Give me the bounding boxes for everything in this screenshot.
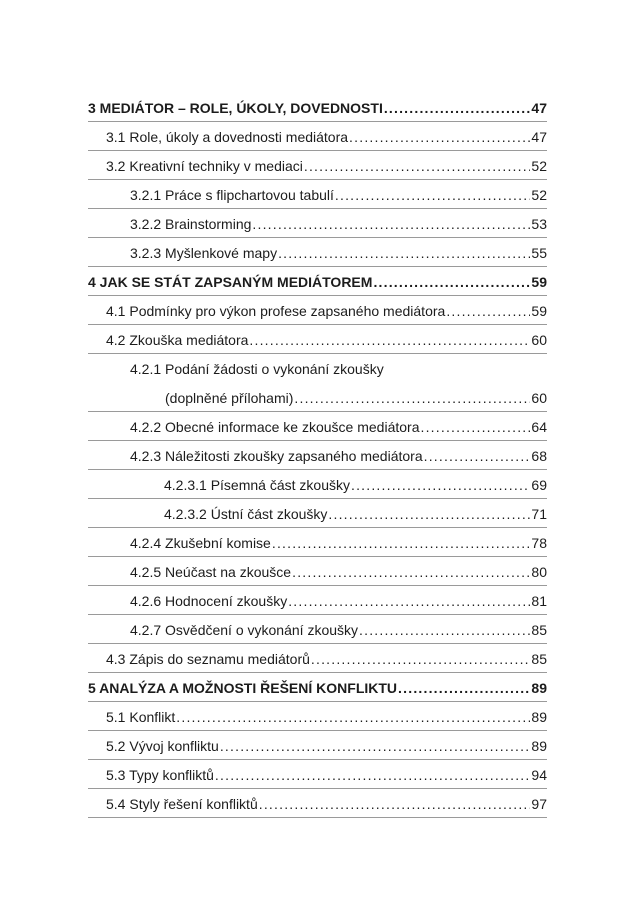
dot-leader	[349, 128, 530, 146]
toc-entry	[130, 621, 547, 639]
toc-entry-row	[88, 383, 547, 412]
toc-entry-row	[88, 702, 547, 731]
toc-entry-title: 3.2.2 Brainstorming	[130, 216, 252, 232]
dot-leader	[311, 650, 531, 668]
toc-entry-title: 5 ANALÝZA A MOŽNOSTI ŘEŠENÍ KONFLIKTU	[88, 680, 398, 696]
toc-entry-title: 3.2.3 Myšlenkové mapy	[130, 245, 278, 261]
toc-entry-title: 3.2 Kreativní techniky v mediaci	[106, 158, 303, 174]
toc-entry-title: 4.2.3 Náležitosti zkoušky zapsaného mediátora	[130, 448, 423, 464]
toc-entry-title: 3.1 Role, úkoly a dovednosti mediátora	[106, 129, 349, 145]
toc-page-number: 89	[531, 738, 547, 754]
dot-leader	[335, 186, 531, 204]
toc-entry-title: 3 MEDIÁTOR – ROLE, ÚKOLY, DOVEDNOSTI	[88, 100, 383, 116]
dot-leader	[304, 157, 531, 175]
toc-entry-row	[88, 615, 547, 644]
dot-leader	[259, 795, 531, 813]
dot-leader	[359, 621, 530, 639]
toc-entry-title: (doplněné přílohami)	[165, 390, 294, 406]
toc-entry	[130, 447, 547, 465]
toc-entry	[106, 766, 547, 784]
toc-page-number: 68	[531, 448, 547, 464]
toc-chapter-row	[88, 267, 547, 296]
toc-entry	[130, 186, 547, 204]
toc-entry	[130, 244, 547, 262]
toc-entry	[106, 737, 547, 755]
toc-entry	[164, 505, 547, 523]
toc-entry-row	[88, 180, 547, 209]
dot-leader	[215, 766, 531, 784]
dot-leader	[373, 273, 530, 291]
toc-page-number: 53	[531, 216, 547, 232]
toc-entry-title: 5.3 Typy konfliktů	[106, 767, 214, 783]
toc-entry	[130, 360, 547, 378]
toc-page-number: 69	[531, 477, 547, 493]
toc-page-number: 81	[531, 593, 547, 609]
toc-entry-title: 4.2.2 Obecné informace ke zkoušce mediátora	[130, 419, 420, 435]
toc-page-number: 71	[531, 506, 547, 522]
toc-entry-title: 5.4 Styly řešení konfliktů	[106, 796, 258, 812]
toc-page-number: 78	[531, 535, 547, 551]
toc-entry-row	[88, 122, 547, 151]
dot-leader	[398, 679, 530, 697]
toc-page-number: 59	[531, 303, 547, 319]
toc-page-number: 47	[531, 100, 547, 116]
dot-leader	[278, 244, 530, 262]
toc-entry-row	[88, 412, 547, 441]
toc-chapter-row	[88, 93, 547, 122]
dot-leader	[446, 302, 530, 320]
toc-entry	[130, 534, 547, 552]
toc-entry-row	[88, 238, 547, 267]
toc-entry	[130, 215, 547, 233]
toc-entry	[106, 795, 547, 813]
dot-leader	[176, 708, 530, 726]
toc-page-number: 55	[531, 245, 547, 261]
toc-entry-row	[88, 499, 547, 528]
toc-entry-row	[88, 528, 547, 557]
dot-leader	[384, 99, 531, 117]
toc-entry-title: 3.2.1 Práce s flipchartovou tabulí	[130, 187, 334, 203]
toc-entry-title: 4.1 Podmínky pro výkon profese zapsaného mediátora	[106, 303, 446, 319]
toc-page-number: 89	[531, 680, 547, 696]
toc-entry-title: 4.2.4 Zkušební komise	[130, 535, 271, 551]
toc-entry-title: 5.2 Vývoj konfliktu	[106, 738, 219, 754]
dot-leader	[421, 418, 531, 436]
toc-entry	[88, 273, 547, 291]
toc-entry	[130, 563, 547, 581]
toc-page-number: 52	[531, 187, 547, 203]
toc-entry-row	[88, 470, 547, 499]
toc-page-number: 60	[531, 390, 547, 406]
toc-page-number: 85	[531, 651, 547, 667]
toc-entry	[130, 418, 547, 436]
toc-entry-title: 5.1 Konflikt	[106, 709, 176, 725]
dot-leader	[294, 389, 530, 407]
toc-entry-row	[88, 760, 547, 789]
toc-page-number: 59	[531, 274, 547, 290]
toc-page-number: 89	[531, 709, 547, 725]
dot-leader	[252, 215, 530, 233]
toc-entry-title: 4.2.1 Podání žádosti o vykonání zkoušky	[130, 361, 384, 377]
toc-page-number: 47	[531, 129, 547, 145]
toc-page-number: 64	[531, 419, 547, 435]
toc-page-number: 60	[531, 332, 547, 348]
toc-entry-title: 4.2 Zkouška mediátora	[106, 332, 249, 348]
toc-entry	[88, 679, 547, 697]
dot-leader	[272, 534, 531, 552]
toc-entry	[106, 708, 547, 726]
toc-entry-row	[88, 354, 547, 383]
toc-entry-row	[88, 644, 547, 673]
toc-entry-row	[88, 325, 547, 354]
toc-entry-row	[88, 586, 547, 615]
toc-entry-row	[88, 441, 547, 470]
toc-entry-row	[88, 789, 547, 818]
toc-entry-row	[88, 209, 547, 238]
toc-entry-title: 4.2.3.1 Písemná část zkoušky	[164, 477, 350, 493]
dot-leader	[220, 737, 531, 755]
toc-entry-row	[88, 557, 547, 586]
toc-page-number: 97	[531, 796, 547, 812]
dot-leader	[351, 476, 530, 494]
toc-entry-row	[88, 731, 547, 760]
toc-entry	[106, 650, 547, 668]
toc-entry	[106, 128, 547, 146]
toc-page-number: 80	[531, 564, 547, 580]
toc-page-number: 52	[531, 158, 547, 174]
toc-entry	[88, 99, 547, 117]
toc-entry-title: 4.2.3.2 Ústní část zkoušky	[164, 506, 328, 522]
toc-entry	[106, 302, 547, 320]
dot-leader	[249, 331, 530, 349]
toc-entry-row	[88, 151, 547, 180]
dot-leader	[424, 447, 531, 465]
toc-page-number: 85	[531, 622, 547, 638]
dot-leader	[328, 505, 530, 523]
toc-page-number: 94	[531, 767, 547, 783]
table-of-contents	[88, 93, 547, 818]
dot-leader	[288, 592, 530, 610]
toc-chapter-row	[88, 673, 547, 702]
toc-entry	[164, 476, 547, 494]
toc-entry	[106, 157, 547, 175]
toc-entry-title: 4.2.6 Hodnocení zkoušky	[130, 593, 288, 609]
toc-entry	[130, 592, 547, 610]
toc-entry	[106, 331, 547, 349]
toc-entry-title: 4 JAK SE STÁT ZAPSANÝM MEDIÁTOREM	[88, 274, 373, 290]
toc-entry	[165, 389, 547, 407]
toc-entry-title: 4.2.5 Neúčast na zkoušce	[130, 564, 292, 580]
toc-entry-title: 4.3 Zápis do seznamu mediátorů	[106, 651, 310, 667]
toc-entry-row	[88, 296, 547, 325]
dot-leader	[292, 563, 530, 581]
toc-entry-title: 4.2.7 Osvědčení o vykonání zkoušky	[130, 622, 359, 638]
